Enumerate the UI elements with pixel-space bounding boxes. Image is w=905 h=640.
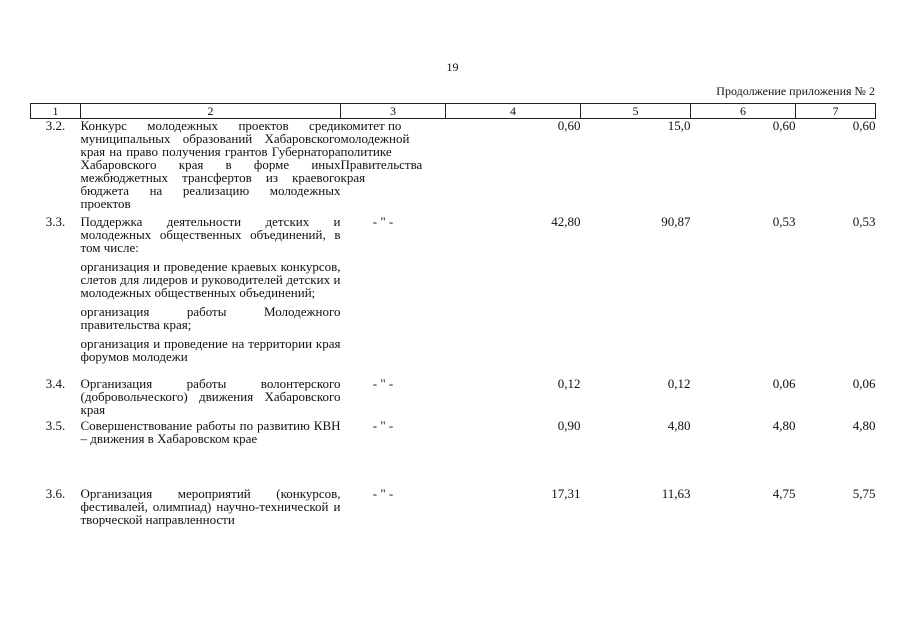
item-number: 3.4.	[45, 376, 66, 391]
item-subpoint: организация и проведение на территории края форумов молодежи	[80, 336, 341, 364]
item-name	[81, 377, 341, 419]
item-number: 3.6.	[45, 486, 66, 501]
column-header: 3	[341, 104, 446, 119]
table-row	[31, 487, 876, 543]
value-col4: 17,31	[551, 486, 581, 501]
item-executor: - " -	[372, 214, 394, 229]
appendix-table	[30, 103, 876, 543]
value-col5: 11,63	[661, 486, 691, 501]
item-name-line: Организация мероприятий (конкурсов, фестивалей, олимпиад) научно-технической и творческой направленности	[80, 486, 341, 527]
value-col4: 0,12	[557, 376, 581, 391]
value-col4: 0,90	[557, 418, 581, 433]
value-col7: 0,60	[852, 118, 876, 133]
item-executor: - " -	[372, 418, 394, 433]
value-col7: 4,80	[852, 418, 876, 433]
table-row	[31, 377, 876, 419]
column-header: 4	[446, 104, 581, 119]
column-header: 6	[691, 104, 796, 119]
value-col7: 0,53	[852, 214, 876, 229]
column-header: 5	[581, 104, 691, 119]
value-col5: 15,0	[667, 118, 691, 133]
item-number: 3.3.	[45, 214, 66, 229]
value-col5: 90,87	[661, 214, 691, 229]
value-col6: 4,75	[772, 486, 796, 501]
item-subpoint: организация и проведение краевых конкурсов, слетов для лидеров и руководителей детских и молодежных общественных объединений;	[80, 259, 341, 300]
item-name-line: Совершенствование работы по развитию КВН – движения в Хабаровском крае	[80, 418, 341, 446]
item-name	[81, 119, 341, 216]
value-col6: 4,80	[772, 418, 796, 433]
item-subpoint: организация работы Молодежного правительства края;	[80, 304, 341, 332]
item-executor: - " -	[372, 376, 394, 391]
table-row	[31, 215, 876, 377]
value-col6: 0,60	[772, 118, 796, 133]
value-col6: 0,53	[772, 214, 796, 229]
value-col4: 42,80	[551, 214, 581, 229]
column-header: 7	[796, 104, 876, 119]
page-number: 19	[446, 60, 459, 74]
value-col5: 0,12	[667, 376, 691, 391]
column-header: 1	[31, 104, 81, 119]
item-executor: комитет по молодежной политике Правительства края	[340, 118, 423, 185]
item-name	[81, 419, 341, 487]
column-header: 2	[81, 104, 341, 119]
item-executor: - " -	[372, 486, 394, 501]
column-number-row	[31, 104, 876, 119]
table-row	[31, 419, 876, 487]
value-col7: 0,06	[852, 376, 876, 391]
item-number: 3.2.	[45, 118, 66, 133]
item-name	[81, 487, 341, 543]
item-name-line: Конкурс молодежных проектов среди муниципальных образований Хабаровского края на право получения грантов Губернатора Хабаровского края в форме иных межбюджетных трансфертов из краевого бюджета на реализацию молодежных проектов	[80, 118, 341, 211]
value-col5: 4,80	[667, 418, 691, 433]
item-name-line: Организация работы волонтерского (добровольческого) движения Хабаровского края	[80, 376, 341, 417]
appendix-continuation-note: Продолжение приложения № 2	[716, 84, 875, 98]
table-row	[31, 119, 876, 216]
value-col7: 5,75	[852, 486, 876, 501]
item-name	[81, 215, 341, 377]
item-number: 3.5.	[45, 418, 66, 433]
value-col6: 0,06	[772, 376, 796, 391]
item-name-line: Поддержка деятельности детских и молодежных общественных объединений, в том числе:	[80, 214, 341, 255]
value-col4: 0,60	[557, 118, 581, 133]
